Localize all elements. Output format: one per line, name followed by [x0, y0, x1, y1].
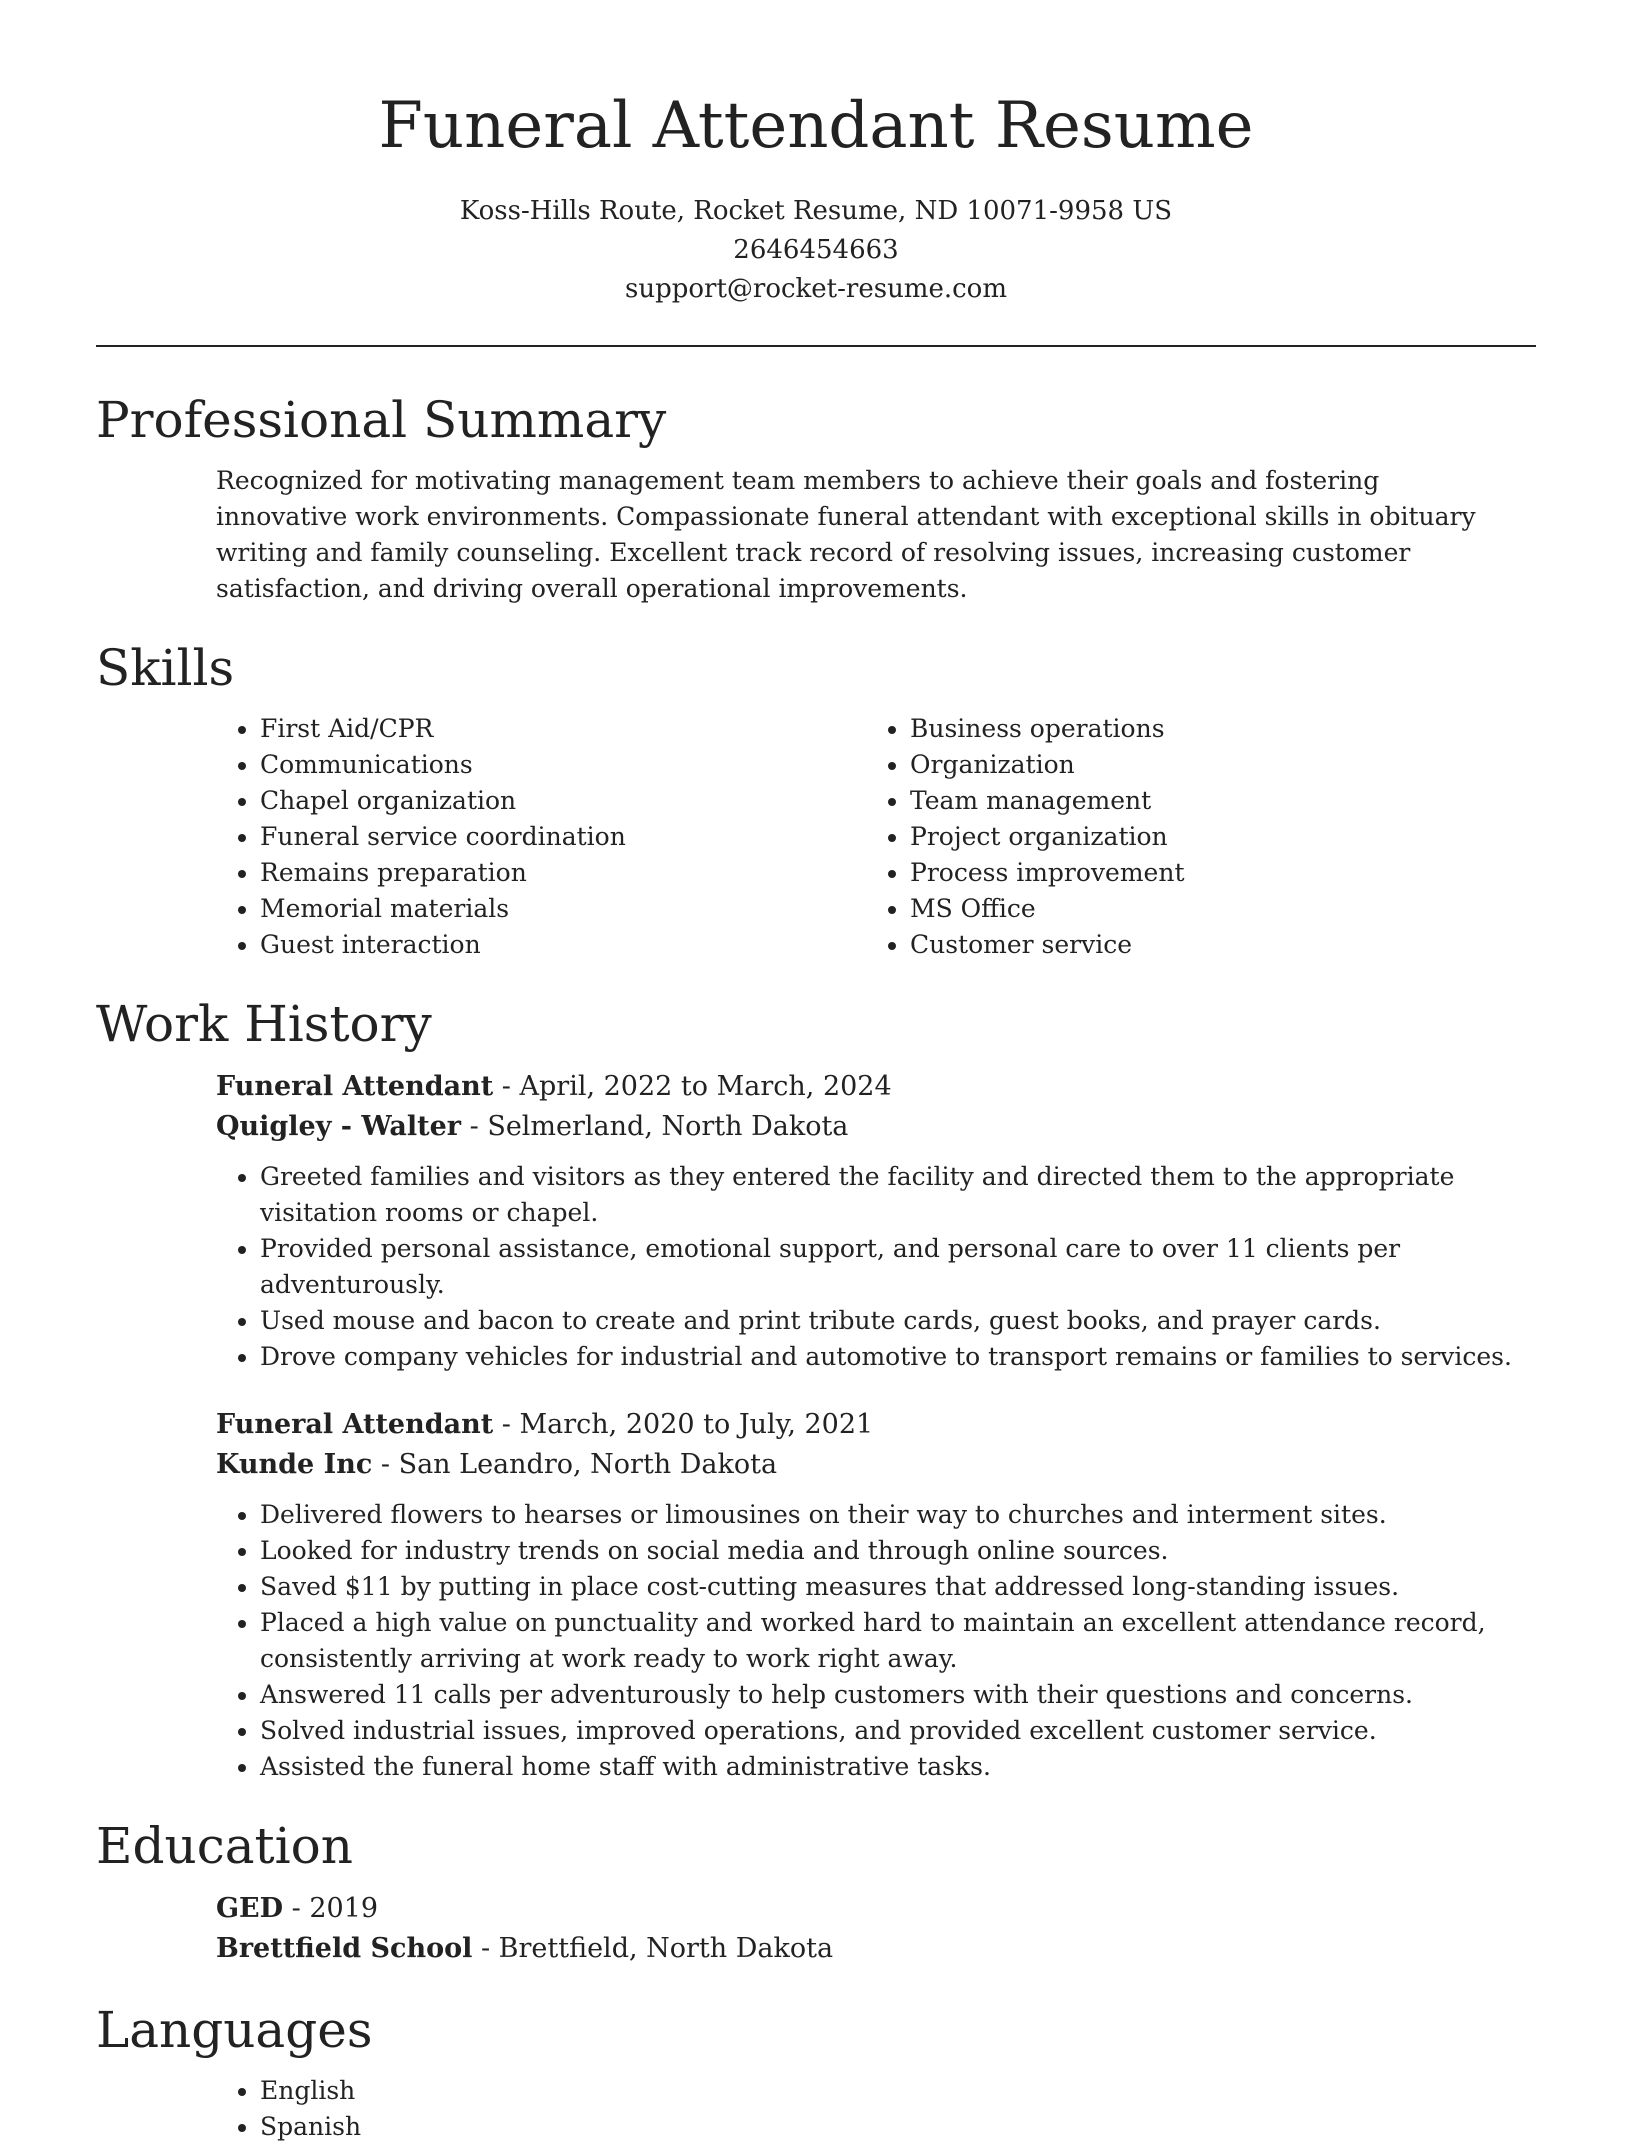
skills-list-left — [216, 711, 866, 963]
job-company-line — [216, 1445, 1516, 1485]
resume-title: Funeral Attendant Resume — [378, 89, 1254, 163]
skills-list-right — [866, 711, 1516, 963]
languages-section — [96, 1997, 1536, 2145]
header-divider — [96, 345, 1536, 347]
list-item: • English — [260, 2073, 1516, 2109]
job-title: Funeral Attendant — [216, 1071, 494, 1102]
list-item: • Remains preparation — [260, 855, 866, 891]
skills-columns — [216, 711, 1516, 963]
list-item: • Answered 11 calls per adventurously to help customers with their questions and concerns. — [260, 1677, 1516, 1713]
education-location: - Brettfield, North Dakota — [472, 1933, 834, 1964]
job-dates: - March, 2020 to July, 2021 — [493, 1409, 874, 1440]
list-item: • Funeral service coordination — [260, 819, 866, 855]
education-entry — [216, 1889, 1516, 1969]
list-item: • First Aid/CPR — [260, 711, 866, 747]
education-section — [96, 1813, 1536, 1969]
list-item: • Provided personal assistance, emotional support, and personal care to over 11 clients per adventurously. — [260, 1231, 1516, 1303]
resume-header — [96, 0, 1536, 309]
list-item: • Communications — [260, 747, 866, 783]
summary-text: Recognized for motivating management team members to achieve their goals and fostering innovative work environments. Compassionate funeral attendant with exceptional skills in obituary writing and family counseling. Excellent track record of resolving issues, increasing customer satisfaction, and driving overall operational improvements. — [216, 466, 1476, 603]
education-school: Brettfield School — [216, 1933, 473, 1964]
resume-page — [96, 0, 1536, 2145]
list-item: • Looked for industry trends on social media and through online sources. — [260, 1533, 1516, 1569]
education-year: - 2019 — [283, 1893, 379, 1924]
languages-heading: Languages — [96, 2001, 373, 2059]
job-title-line — [216, 1405, 1516, 1445]
contact-email: support@rocket-resume.com — [624, 274, 1007, 304]
job-location: - Selmerland, North Dakota — [461, 1111, 849, 1142]
list-item: • Spanish — [260, 2109, 1516, 2145]
job-company-line — [216, 1107, 1516, 1147]
job-entry — [216, 1405, 1516, 1785]
list-item: • Solved industrial issues, improved operations, and provided excellent customer service. — [260, 1713, 1516, 1749]
list-item: • Drove company vehicles for industrial and automotive to transport remains or families to services. — [260, 1339, 1516, 1375]
skills-section — [96, 635, 1536, 963]
list-item: • MS Office — [910, 891, 1516, 927]
contact-info — [96, 192, 1536, 309]
job-entry — [216, 1067, 1516, 1375]
job-dates: - April, 2022 to March, 2024 — [493, 1071, 892, 1102]
education-school-line — [216, 1929, 1516, 1969]
job-title-line — [216, 1067, 1516, 1107]
list-item: • Placed a high value on punctuality and worked hard to maintain an excellent attendance record, consistently arriving at work ready to work right away. — [260, 1605, 1516, 1677]
contact-phone: 2646454663 — [733, 235, 899, 265]
list-item: • Team management — [910, 783, 1516, 819]
list-item: • Process improvement — [910, 855, 1516, 891]
list-item: • Used mouse and bacon to create and print tribute cards, guest books, and prayer cards. — [260, 1303, 1516, 1339]
list-item: • Guest interaction — [260, 927, 866, 963]
languages-list — [216, 2073, 1516, 2145]
work-section — [96, 991, 1536, 1785]
skills-heading: Skills — [96, 639, 235, 697]
list-item: • Memorial materials — [260, 891, 866, 927]
list-item: • Project organization — [910, 819, 1516, 855]
list-item: • Organization — [910, 747, 1516, 783]
list-item: • Assisted the funeral home staff with administrative tasks. — [260, 1749, 1516, 1785]
job-bullets — [216, 1159, 1516, 1375]
list-item: • Saved $11 by putting in place cost-cutting measures that addressed long-standing issues. — [260, 1569, 1516, 1605]
work-heading: Work History — [96, 995, 432, 1053]
list-item: • Business operations — [910, 711, 1516, 747]
job-location: - San Leandro, North Dakota — [372, 1449, 778, 1480]
list-item: • Chapel organization — [260, 783, 866, 819]
summary-section — [96, 387, 1536, 607]
education-heading: Education — [96, 1817, 353, 1875]
education-degree: GED — [216, 1893, 284, 1924]
job-bullets — [216, 1497, 1516, 1785]
job-title: Funeral Attendant — [216, 1409, 494, 1440]
list-item: • Delivered flowers to hearses or limousines on their way to churches and interment sites. — [260, 1497, 1516, 1533]
contact-address: Koss-Hills Route, Rocket Resume, ND 10071-9958 US — [459, 196, 1173, 226]
job-company: Quigley - Walter — [216, 1111, 462, 1142]
list-item: • Greeted families and visitors as they entered the facility and directed them to the appropriate visitation rooms or chapel. — [260, 1159, 1516, 1231]
job-company: Kunde Inc — [216, 1449, 373, 1480]
education-degree-line — [216, 1889, 1516, 1929]
list-item: • Customer service — [910, 927, 1516, 963]
summary-heading: Professional Summary — [96, 391, 667, 449]
